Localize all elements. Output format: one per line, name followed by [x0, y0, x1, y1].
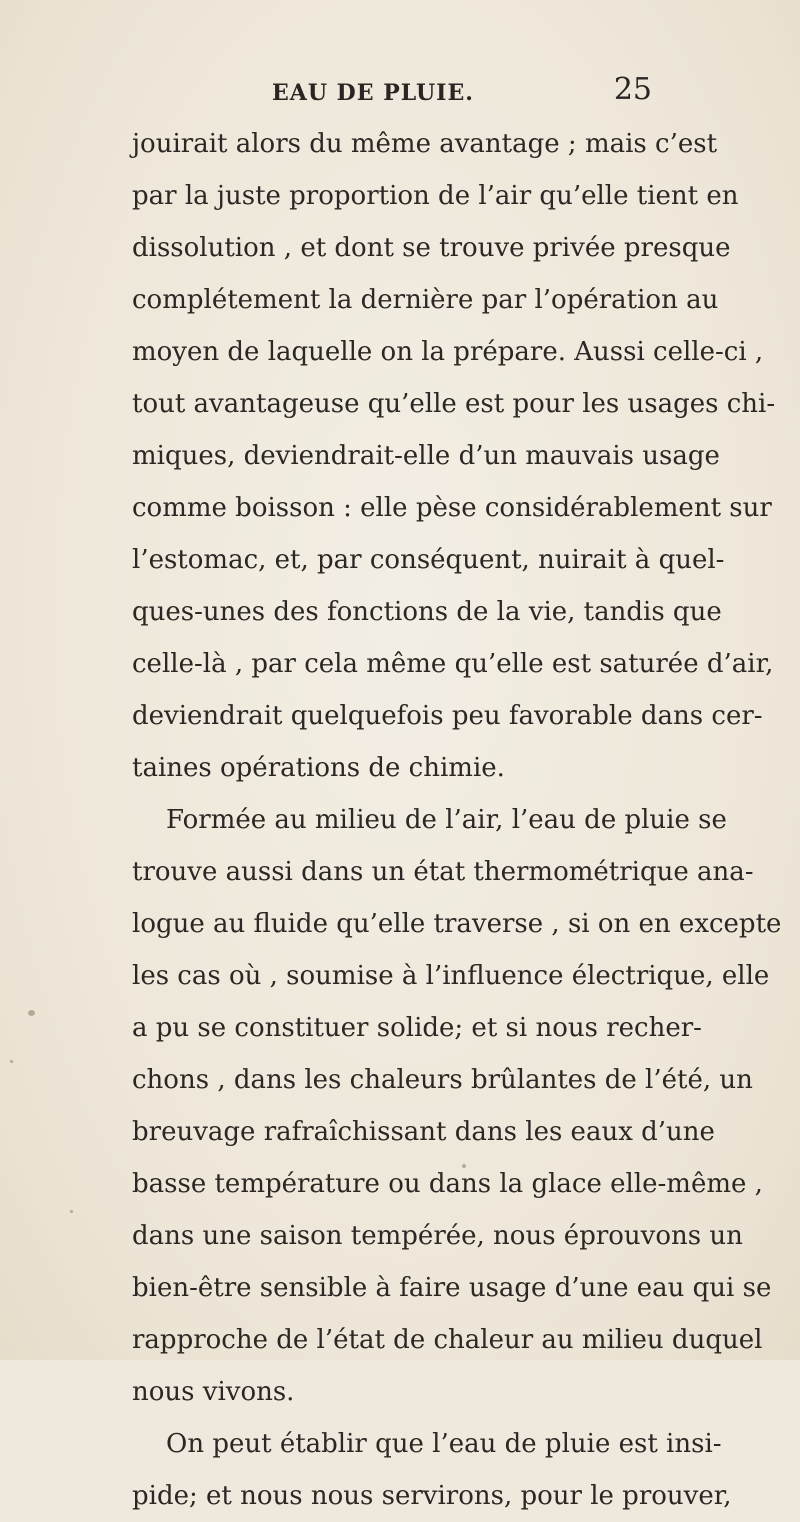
text-line: breuvage rafraîchissant dans les eaux d’une [132, 1117, 715, 1147]
text-line: miques, deviendrait-elle d’un mauvais usage [132, 441, 720, 471]
paper-speck [70, 1210, 73, 1213]
text-line: chons , dans les chaleurs brûlantes de l’été, un [132, 1065, 753, 1095]
text-line: On peut établir que l’eau de pluie est insi- [166, 1429, 722, 1459]
text-line: moyen de laquelle on la prépare. Aussi celle-ci , [132, 337, 764, 367]
body-text [132, 118, 782, 1522]
text-line: bien-être sensible à faire usage d’une eau qui se [132, 1273, 772, 1303]
text-line: logue au fluide qu’elle traverse , si on en excepte [132, 909, 782, 939]
text-line: Formée au milieu de l’air, l’eau de pluie se [166, 805, 727, 835]
text-line: trouve aussi dans un état thermométrique ana- [132, 857, 754, 887]
page-number: 25 [613, 72, 652, 107]
text-line: deviendrait quelquefois peu favorable dans cer- [132, 701, 763, 731]
paper-speck [462, 1164, 466, 1168]
text-line: l’estomac, et, par conséquent, nuirait à quel- [132, 545, 725, 575]
paper-speck [10, 1060, 13, 1063]
text-line: pide; et nous nous servirons, pour le prouver, [132, 1481, 732, 1511]
text-line: rapproche de l’état de chaleur au milieu duquel [132, 1325, 763, 1355]
text-line: dans une saison tempérée, nous éprouvons un [132, 1221, 743, 1251]
paper-speck [28, 1010, 35, 1016]
text-line: complétement la dernière par l’opération au [132, 285, 719, 315]
text-line: nous vivons. [132, 1377, 295, 1407]
running-title: EAU DE PLUIE. [272, 80, 474, 106]
text-line: jouirait alors du même avantage ; mais c’est [132, 129, 718, 159]
text-line: celle-là , par cela même qu’elle est saturée d’air, [132, 649, 774, 679]
text-line: comme boisson : elle pèse considérablement sur [132, 493, 772, 523]
text-line: tout avantageuse qu’elle est pour les usages chi- [132, 389, 776, 419]
text-line: par la juste proportion de l’air qu’elle tient en [132, 181, 739, 211]
text-line: taines opérations de chimie. [132, 753, 505, 783]
text-line: basse température ou dans la glace elle-même , [132, 1169, 763, 1199]
text-line: a pu se constituer solide; et si nous recher- [132, 1013, 702, 1043]
text-line: les cas où , soumise à l’influence électrique, elle [132, 961, 770, 991]
text-line: ques-unes des fonctions de la vie, tandis que [132, 597, 722, 627]
text-line: dissolution , et dont se trouve privée presque [132, 233, 731, 263]
